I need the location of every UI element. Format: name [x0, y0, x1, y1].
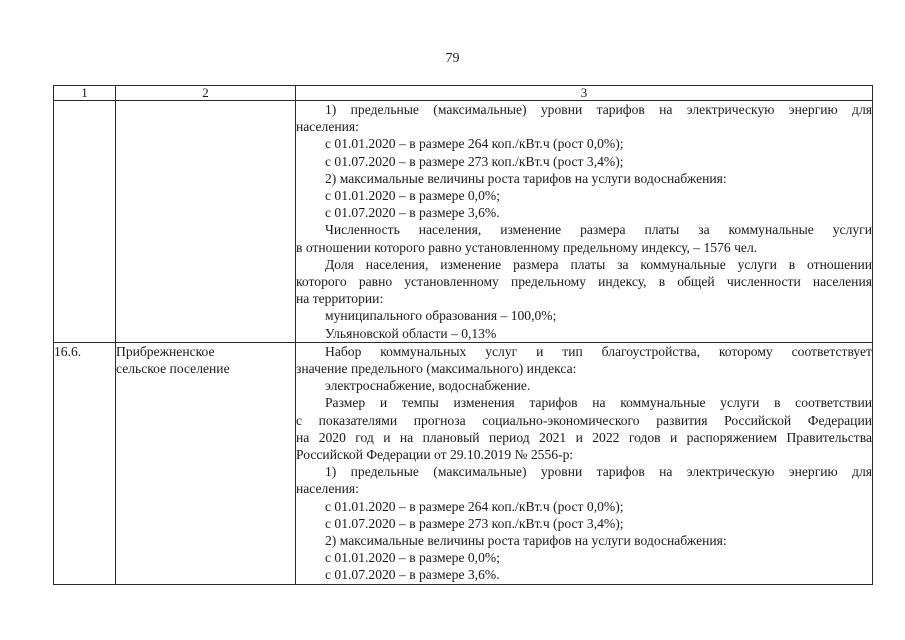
content-text-line: значение предельного (максимального) индекса:	[296, 361, 577, 377]
table-body	[54, 101, 873, 585]
content-text-line: 1) предельные (максимальные) уровни тарифов на электрическую энергию для	[325, 102, 872, 117]
row-number-cell	[54, 101, 116, 343]
content-text-line: на территории:	[296, 291, 384, 307]
content-text-line: 2) максимальные величины роста тарифов на услуги водоснабжения:	[325, 170, 727, 186]
content-text-line: в отношении которого равно установленному предельному индексу, – 1576 чел.	[296, 239, 758, 255]
table-row	[54, 342, 873, 584]
content-text-line: Российской Федерации от 29.10.2019 № 2556-р:	[296, 447, 574, 463]
table-row	[54, 101, 873, 343]
column-header-2: 2	[116, 86, 296, 101]
table-header-row	[54, 86, 873, 101]
content-text-line: с 01.01.2020 – в размере 0,0%;	[325, 550, 500, 566]
content-text-line: населения:	[296, 119, 359, 135]
row-number-cell: 16.6.	[54, 342, 116, 584]
municipality-name-cell	[116, 101, 296, 343]
content-text-line: с 01.01.2020 – в размере 264 коп./кВт.ч (рост 0,0%);	[325, 136, 624, 152]
content-cell	[296, 342, 873, 584]
content-text-line: с 01.01.2020 – в размере 264 коп./кВт.ч (рост 0,0%);	[325, 498, 624, 514]
content-text-line: электроснабжение, водоснабжение.	[325, 378, 531, 394]
content-text-line: с 01.07.2020 – в размере 273 коп./кВт.ч (рост 3,4%);	[325, 515, 624, 531]
content-text-line: Ульяновской области – 0,13%	[325, 325, 497, 341]
municipality-name-line: Прибрежненское	[116, 343, 215, 359]
municipality-name-line: сельское поселение	[116, 361, 230, 377]
content-text-line: населения:	[296, 481, 359, 497]
content-text-line: 1) предельные (максимальные) уровни тарифов на электрическую энергию для	[325, 464, 872, 480]
content-text-line: с показателями прогноза социально-экономического развития Российской Федерации	[296, 412, 872, 428]
column-header-1: 1	[54, 86, 116, 101]
content-text-line: с 01.01.2020 – в размере 0,0%;	[325, 188, 500, 204]
content-text-line: Размер и темпы изменения тарифов на коммунальные услуги в соответствии	[325, 395, 872, 411]
content-text-line: 2) максимальные величины роста тарифов на услуги водоснабжения:	[325, 533, 727, 549]
content-text-line: с 01.07.2020 – в размере 3,6%.	[325, 205, 500, 221]
page-number: 79	[445, 51, 460, 66]
municipality-name-cell	[116, 342, 296, 584]
content-text-line: Доля населения, изменение размера платы за коммунальные услуги в отношении	[325, 256, 872, 272]
column-header-3: 3	[296, 86, 873, 101]
content-text-line: на 2020 год и на плановый период 2021 и 2022 годов и распоряжением Правительства	[296, 429, 872, 445]
content-text-line: муниципального образования – 100,0%;	[325, 308, 557, 324]
content-text-line: Численность населения, изменение размера платы за коммунальные услуги	[325, 222, 872, 238]
content-text-line: Набор коммунальных услуг и тип благоустройства, которому соответствует	[325, 343, 872, 359]
document-table	[53, 85, 873, 585]
content-text-line: с 01.07.2020 – в размере 273 коп./кВт.ч (рост 3,4%);	[325, 153, 624, 169]
content-cell	[296, 101, 873, 343]
content-text-line: с 01.07.2020 – в размере 3,6%.	[325, 567, 500, 583]
content-text-line: которого равно установленному предельному индексу, в общей численности населения	[296, 274, 872, 290]
